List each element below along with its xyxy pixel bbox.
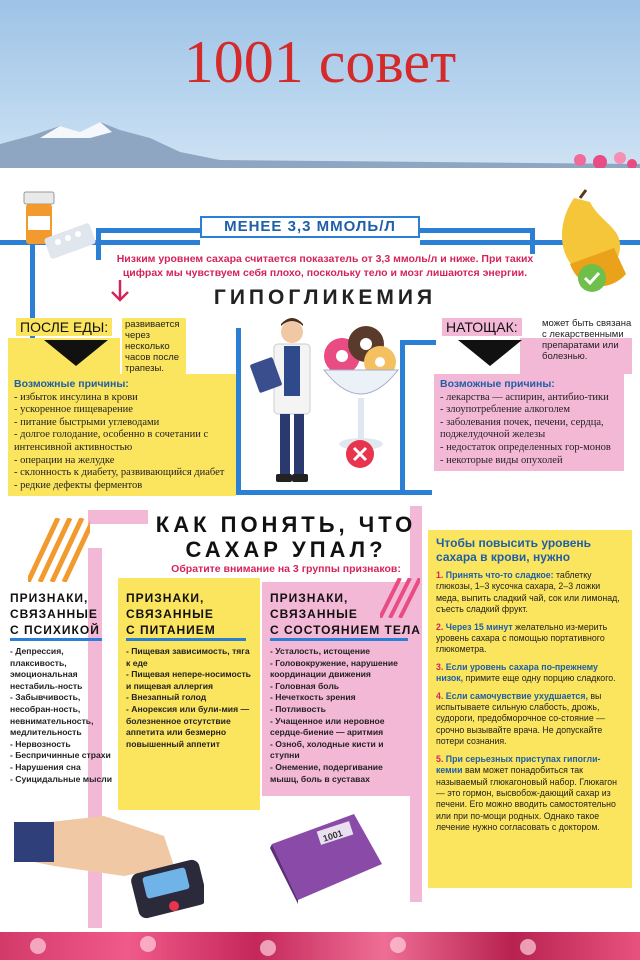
fruit-icon (540, 188, 636, 298)
list-item: - Озноб, холодные кисти и ступни (270, 738, 384, 761)
list-item: - Головная боль (270, 680, 340, 691)
tip-text: вам может понадобиться так называемый глюкагоновый набор. Глюкагон — это гормон, высвобож-дающий сахар из печени. Его можно вводить самостоятельно или при по-мощи родных. Однако такое лечение нужно согласовать с доктором. (436, 765, 617, 833)
stripes-decor (28, 518, 90, 582)
list-item: - Внезапный голод (126, 692, 207, 703)
blossom-image (560, 130, 640, 168)
connector-line (416, 228, 534, 233)
intro-text: Низким уровнем сахара считается показатель от 3,3 ммоль/л и ниже. При таких цифрах мы чувствуем себя плохо, поскольку тело и мозг лишаются энергии. (116, 253, 534, 279)
tip-bold: Если самочувствие ухудшается, (445, 690, 588, 701)
signs-title-line: КАК ПОНЯТЬ, ЧТО (155, 512, 417, 537)
group-food-list (126, 646, 256, 750)
list-item: - Онемение, подергивание мышц, боль в суставах (270, 761, 383, 784)
list-item: - заболевания почек, печени, сердца, поджелудочной железы (440, 416, 604, 441)
list-item: - операции на желудке (14, 454, 115, 466)
heading-line: ПРИЗНАКИ, (10, 591, 89, 605)
signs-title-line: САХАР УПАЛ? (185, 537, 387, 562)
scale-illustration (262, 804, 384, 904)
list-item: - Анорексия или були-мия — болезненное отсутствие аппетита или безмерно повышенный аппетит (126, 703, 250, 749)
list-item: - злоупотребление алкоголем (440, 404, 570, 416)
list-item: - Суицидальные мысли (10, 773, 112, 784)
tip-item (436, 622, 624, 656)
connector-line (400, 340, 436, 345)
list-item: - Депрессия, плаксивость, эмоциональная нестабиль-ность (10, 646, 83, 691)
tip-item (436, 754, 624, 834)
fasting-label: НАТОЩАК: (442, 318, 522, 336)
causes-heading: Возможные причины: (440, 378, 555, 390)
list-item: - ускоренное пищеварение (14, 404, 133, 416)
heading-line: ПРИЗНАКИ, (270, 591, 349, 605)
heading-line: С СОСТОЯНИЕМ ТЕЛА (270, 623, 421, 637)
fasting-causes (434, 374, 624, 471)
list-item: - Усталость, истощение (270, 646, 371, 656)
list-item: - Забывчивость, несобран-ность, невнимательность, медлительность (10, 692, 94, 738)
flower-decor (390, 937, 406, 953)
after-meal-causes (8, 374, 236, 496)
list-item: - склонность к диабету, развивающийся диабет (14, 467, 225, 479)
heading-line: СВЯЗАННЫЕ (270, 607, 358, 621)
heading-line: С ПИТАНИЕМ (126, 623, 216, 637)
group-body-list (270, 646, 410, 785)
connector-line (236, 328, 241, 494)
list-item: - Потливость (270, 703, 326, 714)
group-psyche-list (10, 646, 122, 785)
heading-line: ПРИЗНАКИ, (126, 591, 205, 605)
tip-text: примите еще одну порцию сладкого. (463, 673, 616, 684)
divider (126, 638, 246, 641)
list-item: - некоторые виды опухолей (440, 454, 563, 466)
scale-display: 1001 (321, 827, 344, 844)
page-title: ГИПОГЛИКЕМИЯ (213, 286, 437, 309)
flower-strip (0, 932, 640, 960)
after-meal-label: ПОСЛЕ ЕДЫ: (16, 318, 112, 336)
list-item: - Пищевая непере-носимость и пищевая аллергия (126, 669, 251, 691)
list-item: - недостаток определенных гор-монов (440, 441, 611, 453)
tip-text: вы испытываете сильную слабость, дрожь, судороги, предобморочное со-стояние — срочно вызывайте врача. Не допускайте потери сознания. (436, 690, 605, 747)
pills-icon (14, 186, 96, 266)
tip-number: 1. (436, 570, 444, 580)
group-psyche-heading (10, 590, 100, 638)
flower-decor (520, 939, 536, 955)
tip-bold: При серьезных приступах гипогли-кемии (436, 753, 601, 776)
list-item: - Пищевая зависимость, тяга к еде (126, 646, 250, 668)
glucometer-illustration (14, 796, 204, 926)
heading-line: СВЯЗАННЫЕ (126, 607, 214, 621)
tip-bold: Если уровень сахара по-прежнему низок, (436, 661, 598, 684)
mountain-image (0, 108, 640, 168)
flower-decor (260, 940, 276, 956)
connector-line (96, 228, 204, 233)
tips-title: Чтобы повысить уровень сахара в крови, нужно (436, 536, 592, 564)
flower-decor (30, 938, 46, 954)
signs-subtitle: Обратите внимание на 3 группы признаков: (171, 563, 401, 575)
tips-box (428, 530, 632, 888)
fasting-note: может быть связана с лекарственными препаратами или болезнью. (542, 318, 632, 362)
site-title: 1001 совет (183, 29, 457, 95)
tip-bold: Через 15 минут (445, 621, 513, 632)
tip-item (436, 691, 624, 748)
list-item: - Нарушения сна (10, 761, 81, 772)
signs-title (126, 512, 446, 562)
group-food-heading (126, 590, 216, 638)
after-meal-note: развивается через несколько часов после трапезы. (122, 318, 186, 375)
list-item: - долгое голодание, особенно в сочетании с интенсивной активностью (14, 429, 209, 453)
tip-item (436, 570, 624, 616)
group-body-heading (270, 590, 421, 638)
tip-number: 2. (436, 621, 444, 632)
top-banner (0, 0, 640, 168)
tip-number: 3. (436, 661, 444, 672)
connector-line (96, 230, 101, 260)
list-item: - редкие дефекты ферментов (14, 479, 143, 491)
causes-heading: Возможные причины: (14, 378, 129, 390)
list-item: - Нервозность (10, 738, 71, 749)
list-item: - Беспричинные страхи (10, 750, 111, 761)
infographic (0, 168, 640, 932)
list-item: - Учащенное или неровное сердце-биение — аритмия (270, 715, 385, 738)
list-item: - Нечеткость зрения (270, 692, 356, 703)
list-item: - лекарства — аспирин, антибио-тики (440, 391, 609, 403)
dessert-illustration (318, 322, 404, 472)
list-item: - питание быстрыми углеводами (14, 416, 160, 428)
arrow-down-icon (110, 280, 130, 304)
tip-text: желательно из-мерить уровень сахара с помощью портативного глюкометра. (436, 621, 608, 655)
threshold-box: МЕНЕЕ 3,3 ММОЛЬ/Л (200, 216, 420, 238)
tip-bold: Принять что-то сладкое: (445, 570, 554, 580)
tip-number: 4. (436, 690, 444, 701)
heading-line: СВЯЗАННЫЕ (10, 607, 98, 621)
divider (10, 638, 102, 641)
flower-decor (140, 936, 156, 952)
tip-number: 5. (436, 753, 444, 764)
divider (270, 638, 408, 641)
tip-text: таблетку глюкозы, 1–3 кусочка сахара, 2–3 ложки меда, выпить сладкий чай, сок или лимонад, съесть сладкий фрукт. (436, 570, 620, 615)
triangle-down-icon (458, 340, 522, 366)
triangle-down-icon (44, 340, 108, 366)
heading-line: С ПСИХИКОЙ (10, 623, 100, 637)
list-item: - Головокружение, нарушение координации движения (270, 657, 398, 680)
tip-item (436, 662, 624, 685)
list-item: - избыток инсулина в крови (14, 391, 138, 403)
